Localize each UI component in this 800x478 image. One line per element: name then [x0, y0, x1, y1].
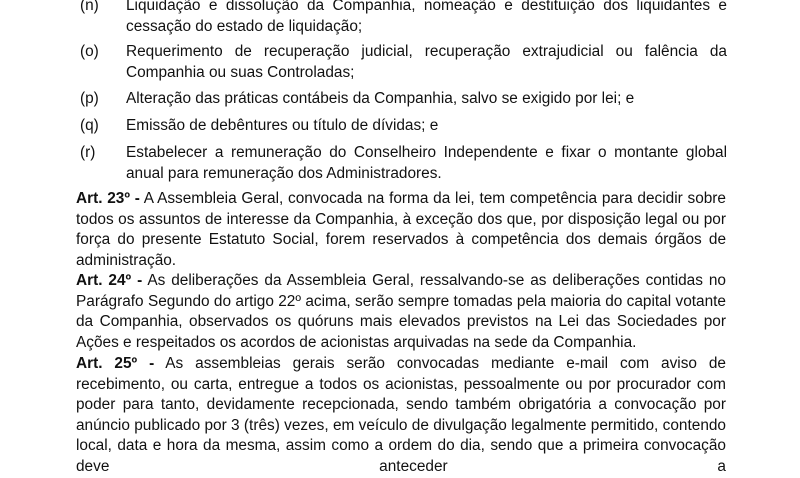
list-item-text: Emissão de debêntures ou título de dívidas; e — [126, 117, 439, 134]
list-marker: (p) — [80, 90, 99, 107]
list-marker: (n) — [80, 0, 99, 14]
list-item-text: Estabelecer a remuneração do Conselheiro Independente e fixar o montante global anual para remuneração dos Administradores. — [126, 144, 727, 182]
article-23 — [76, 189, 726, 271]
article-25 — [76, 354, 726, 478]
list-marker: (o) — [80, 43, 99, 60]
list-marker: (r) — [80, 144, 96, 161]
list-item-text: Requerimento de recuperação judicial, recuperação extrajudicial ou falência da Companhia ou suas Controladas; — [126, 43, 727, 81]
article-label: Art. 25º - — [76, 355, 155, 372]
list-item-text: Alteração das práticas contábeis da Companhia, salvo se exigido por lei; e — [126, 90, 635, 107]
article-24 — [76, 271, 726, 353]
list-item-text: Liquidação e dissolução da Companhia, nomeação e destituição dos liquidantes e cessação do estado de liquidação; — [126, 0, 727, 35]
list-marker: (q) — [80, 117, 99, 134]
article-text: A Assembleia Geral, convocada na forma da lei, tem competência para decidir sobre todos os assuntos de interesse da Companhia, à exceção dos que, por disposição legal ou por força do presente Estatuto Social, forem reservados à competência dos demais órgãos de administração. — [76, 190, 726, 269]
article-label: Art. 24º - — [76, 272, 143, 289]
article-text: As deliberações da Assembleia Geral, ressalvando-se as deliberações contidas no Parágrafo Segundo do artigo 22º acima, serão sempre tomadas pela maioria do capital votante da Companhia, observados os quóruns mais elevados previstos na Lei das Sociedades por Ações e respeitados os acordos de acionistas arquivadas na sede da Companhia. — [76, 272, 726, 351]
article-text: As assembleias gerais serão convocadas mediante e-mail com aviso de recebimento, ou carta, entregue a todos os acionistas, pessoalmente ou por procurador com poder para tanto, devidamente recepcionada, sendo também obrigatória a convocação por anúncio publicado por 3 (três) vezes, em veículo de divulgação legalmente permitido, contendo local, data e hora da mesma, assim como a ordem do dia, sendo que a primeira convocação deve anteceder a — [76, 355, 726, 475]
article-label: Art. 23º - — [76, 190, 140, 207]
